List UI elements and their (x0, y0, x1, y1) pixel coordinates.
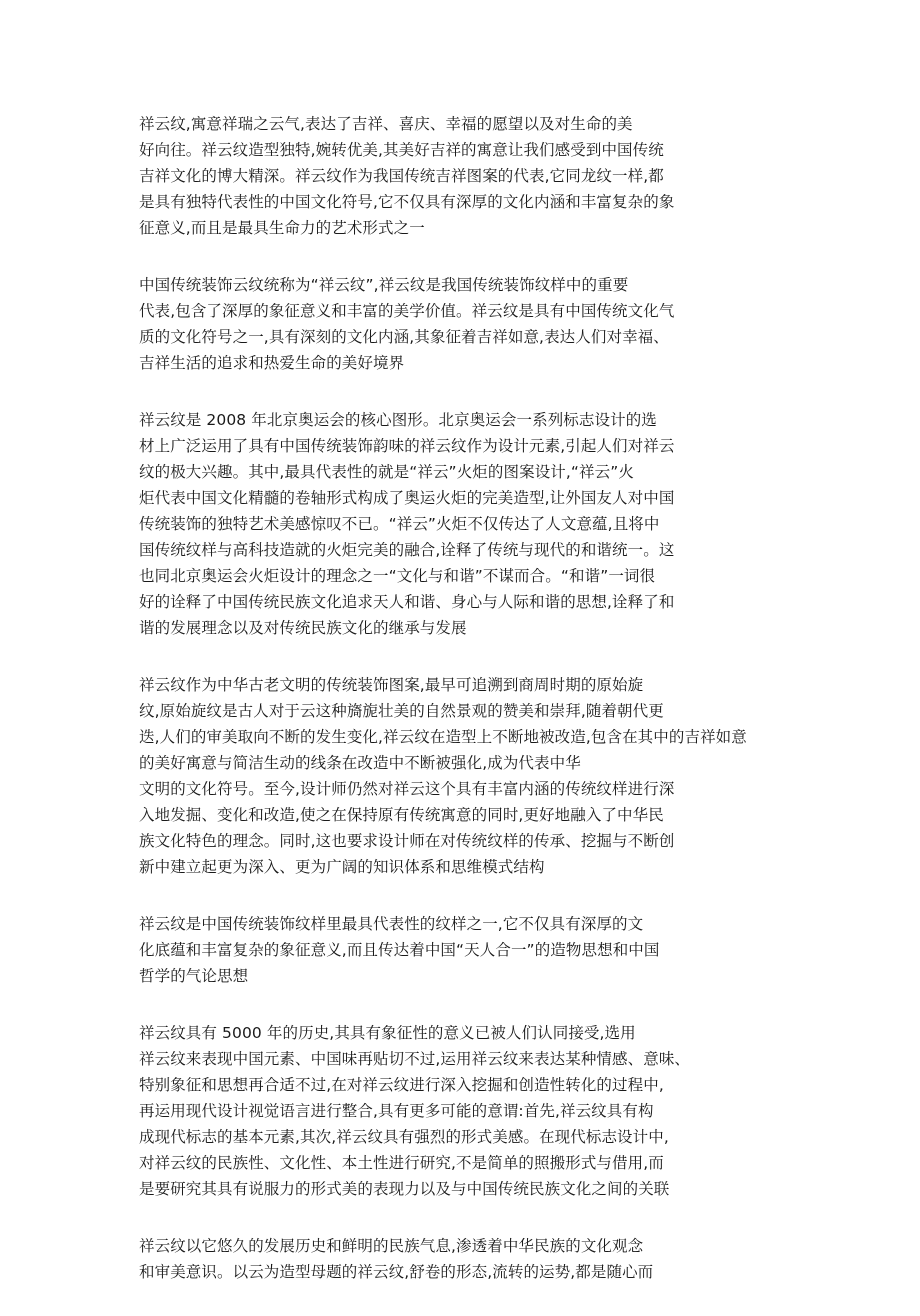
text-line: 传统装饰的独特艺术美感惊叹不已。“祥云”火炬不仅传达了人文意蕴,且将中 (139, 515, 660, 533)
text-line: 炬代表中国文化精髓的卷轴形式构成了奥运火炬的完美造型,让外国友人对中国 (139, 489, 675, 507)
document-body (139, 111, 799, 1316)
text-line: 特别象征和思想再合适不过,在对祥云纹进行深入挖掘和创造性转化的过程中, (139, 1076, 664, 1094)
text-line: 谐的发展理念以及对传统民族文化的继承与发展 (139, 619, 467, 637)
text-line: 吉祥生活的追求和热爱生命的美好境界 (139, 354, 405, 372)
text-line: 是具有独特代表性的中国文化符号,它不仅具有深厚的文化内涵和丰富复杂的象 (139, 193, 675, 211)
paragraph-4 (139, 672, 799, 880)
text-line: 对祥云纹的民族性、文化性、本土性进行研究,不是简单的照搬形式与借用,而 (139, 1154, 664, 1172)
text-line: 好向往。祥云纹造型独特,婉转优美,其美好吉祥的寓意让我们感受到中国传统 (139, 141, 664, 159)
text-line: 迭,人们的审美取向不断的发生变化,祥云纹在造型上不断地被改造,包含在其中的吉祥如意 (139, 728, 747, 746)
paragraph-5 (139, 911, 799, 989)
text-line: 的美好寓意与简洁生动的线条在改造中不断被强化,成为代表中华 (139, 754, 581, 772)
paragraph-6 (139, 1020, 799, 1202)
text-line: 材上广泛运用了具有中国传统装饰韵味的祥云纹作为设计元素,引起人们对祥云 (139, 437, 675, 455)
text-line: 祥云纹来表现中国元素、中国味再贴切不过,运用祥云纹来表达某种情感、意味、 (139, 1050, 691, 1068)
paragraph-3 (139, 407, 799, 641)
text-line: 哲学的气论思想 (139, 967, 249, 985)
text-line: 代表,包含了深厚的象征意义和丰富的美学价值。祥云纹是具有中国传统文化气 (139, 302, 675, 320)
text-line: 质的文化符号之一,具有深刻的文化内涵,其象征着吉祥如意,表达人们对幸福、 (139, 328, 669, 346)
text-line: 国传统纹样与高科技造就的火炬完美的融合,诠释了传统与现代的和谐统一。这 (139, 541, 675, 559)
paragraph-1 (139, 111, 799, 241)
text-line: 祥云纹以它悠久的发展历史和鲜明的民族气息,渗透着中华民族的文化观念 (139, 1237, 644, 1255)
text-line: 祥云纹是 2008 年北京奥运会的核心图形。北京奥运会一系列标志设计的选 (139, 411, 657, 429)
paragraph-7 (139, 1233, 799, 1285)
text-line: 纹的极大兴趣。其中,最具代表性的就是“祥云”火炬的图案设计,“祥云”火 (139, 463, 634, 481)
text-line: 祥云纹具有 5000 年的历史,其具有象征性的意义已被人们认同接受,选用 (139, 1024, 636, 1042)
text-line: 祥云纹,寓意祥瑞之云气,表达了吉祥、喜庆、幸福的愿望以及对生命的美 (139, 115, 633, 133)
text-line: 再运用现代设计视觉语言进行整合,具有更多可能的意谓:首先,祥云纹具有构 (139, 1102, 654, 1120)
text-line: 也同北京奥运会火炬设计的理念之一“文化与和谐”不谋而合。“和谐”一词很 (139, 567, 656, 585)
text-line: 好的诠释了中国传统民族文化追求天人和谐、身心与人际和谐的思想,诠释了和 (139, 593, 675, 611)
text-line: 祥云纹作为中华古老文明的传统装饰图案,最早可追溯到商周时期的原始旋 (139, 676, 644, 694)
text-line: 新中建立起更为深入、更为广阔的知识体系和思维模式结构 (139, 858, 545, 876)
text-line: 族文化特色的理念。同时,这也要求设计师在对传统纹样的传承、挖掘与不断创 (139, 832, 675, 850)
paragraph-2 (139, 272, 799, 376)
text-line: 纹,原始旋纹是古人对于云这种旖旎壮美的自然景观的赞美和崇拜,随着朝代更 (139, 702, 664, 720)
text-line: 征意义,而且是最具生命力的艺术形式之一 (139, 219, 425, 237)
text-line: 祥云纹是中国传统装饰纹样里最具代表性的纹样之一,它不仅具有深厚的文 (139, 915, 644, 933)
text-line: 化底蕴和丰富复杂的象征意义,而且传达着中国“天人合一”的造物思想和中国 (139, 941, 660, 959)
text-line: 和审美意识。以云为造型母题的祥云纹,舒卷的形态,流转的运势,都是随心而 (139, 1263, 654, 1281)
text-line: 成现代标志的基本元素,其次,祥云纹具有强烈的形式美感。在现代标志设计中, (139, 1128, 669, 1146)
text-line: 入地发掘、变化和改造,使之在保持原有传统寓意的同时,更好地融入了中华民 (139, 806, 664, 824)
text-line: 文明的文化符号。至今,设计师仍然对祥云这个具有丰富内涵的传统纹样进行深 (139, 780, 675, 798)
text-line: 吉祥文化的博大精深。祥云纹作为我国传统吉祥图案的代表,它同龙纹一样,都 (139, 167, 664, 185)
text-line: 中国传统装饰云纹统称为“祥云纹”,祥云纹是我国传统装饰纹样中的重要 (139, 276, 629, 294)
text-line: 是要研究其具有说服力的形式美的表现力以及与中国传统民族文化之间的关联 (139, 1180, 670, 1198)
